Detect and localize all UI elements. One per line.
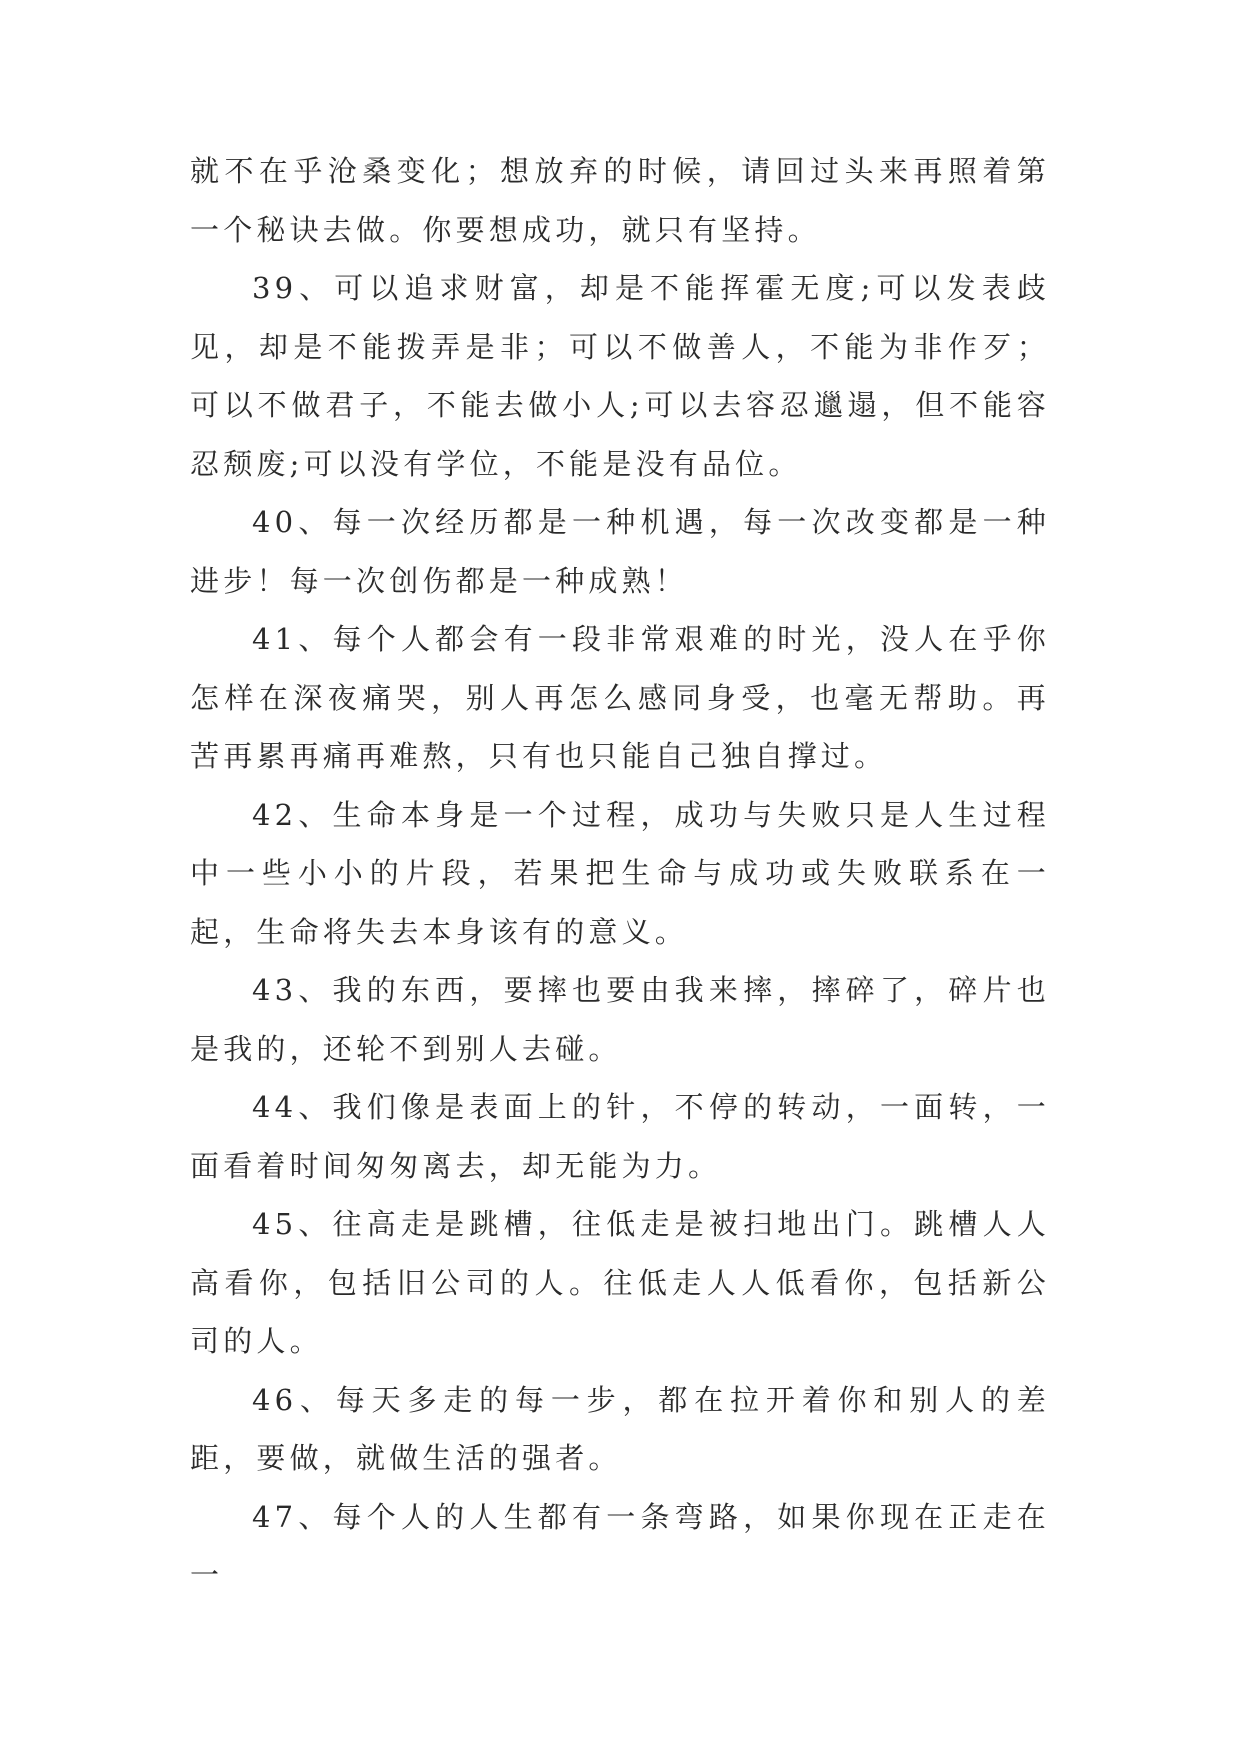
paragraph-39: 39、可以追求财富，却是不能挥霍无度;可以发表歧见，却是不能拨弄是非；可以不做善人，不能为非作歹；可以不做君子，不能去做小人;可以去容忍邋遢，但不能容忍颓废;可以没有学位，不能是没有品位。 <box>190 271 1050 481</box>
document-body <box>190 142 1050 1605</box>
paragraph-40: 40、每一次经历都是一种机遇，每一次改变都是一种进步！每一次创伤都是一种成熟！ <box>190 505 1050 598</box>
paragraph-43: 43、我的东西，要摔也要由我来摔，摔碎了，碎片也是我的，还轮不到别人去碰。 <box>190 973 1050 1066</box>
paragraph-46: 46、每天多走的每一步，都在拉开着你和别人的差距，要做，就做生活的强者。 <box>190 1382 1050 1475</box>
paragraph-continuation: 就不在乎沧桑变化；想放弃的时候，请回过头来再照着第一个秘诀去做。你要想成功，就只有坚持。 <box>190 154 1050 247</box>
paragraph-45: 45、往高走是跳槽，往低走是被扫地出门。跳槽人人高看你，包括旧公司的人。往低走人人低看你，包括新公司的人。 <box>190 1207 1050 1358</box>
paragraph-41: 41、每个人都会有一段非常艰难的时光，没人在乎你怎样在深夜痛哭，别人再怎么感同身受，也毫无帮助。再苦再累再痛再难熬，只有也只能自己独自撑过。 <box>190 622 1050 773</box>
paragraph-42: 42、生命本身是一个过程，成功与失败只是人生过程中一些小小的片段，若果把生命与成功或失败联系在一起，生命将失去本身该有的意义。 <box>190 797 1050 949</box>
paragraph-47: 47、每个人的人生都有一条弯路，如果你现在正走在一 <box>190 1499 1050 1592</box>
paragraph-44: 44、我们像是表面上的针，不停的转动，一面转，一面看着时间匆匆离去，却无能为力。 <box>190 1090 1050 1183</box>
